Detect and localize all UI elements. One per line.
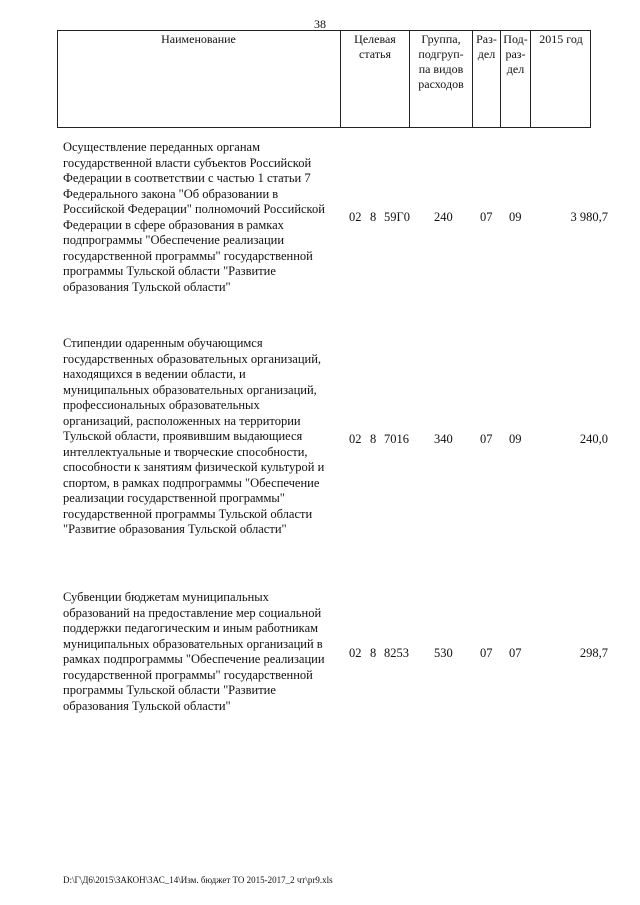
target-code-direction: 59Г0 [384,210,410,224]
target-code-direction: 7016 [384,432,409,446]
header-expense-group: Группа, подгруп- па видов расходов [418,32,464,91]
header-target-article: Целевая статья [354,32,396,61]
target-code-program: 02 [349,646,362,660]
amount: 3 980,7 [570,210,608,224]
subsection-code: 09 [509,210,522,224]
target-code-program: 02 [349,210,362,224]
section-code: 07 [480,432,493,446]
subsection-code: 07 [509,646,522,660]
section-code: 07 [480,646,493,660]
expense-group: 340 [434,432,453,446]
header-subsection: Под- раз- дел [503,32,528,76]
target-code-program: 02 [349,432,362,446]
row-name: Стипендии одаренным обучающимся государственных образовательных организаций, находящихся в ведении области, и муниципальных образовательных организаций, профессиональных образовательных организаций, расположенных на территории Тульской области, проявившим выдающиеся интеллектуальные и творческие способности, способности к занятиям физической культурой и спортом, в рамках подпрограммы "Обеспечение реализации государственной программы" государственной программы Тульской области "Развитие образования Тульской области" [63,336,325,536]
amount: 240,0 [579,432,608,446]
header-section: Раз- дел [476,32,497,61]
file-path-footer: D:\Г\Д6\2015\ЗАКОН\ЗАС_14\Изм. бюджет ТО 2015-2017_2 чт\pr9.xls [63,875,333,885]
amount: 298,7 [579,646,608,660]
row-name: Осуществление переданных органам государственной власти субъектов Российской Федерации в соответствии с частью 1 статьи 7 Федерального закона "Об образовании в Российской Федерации" полномочий Российской Федерации в сфере образования в рамках подпрограммы "Обеспечение реализации государственной программы" государственной программы Тульской области "Развитие образования Тульской области" [63,140,325,294]
target-code-subprogram: 8 [370,210,377,224]
section-code: 07 [480,210,493,224]
page-number: 38 [314,17,326,31]
target-code-direction: 8253 [384,646,409,660]
header-year: 2015 год [539,32,583,46]
expense-group: 530 [434,646,453,660]
header-name: Наименование [161,32,236,46]
row-name: Субвенции бюджетам муниципальных образований на предоставление мер социальной поддержки педагогическим и иным работникам муниципальных образовательных организаций в рамках подпрограммы "Обеспечение реализации государственной программы" государственной программы Тульской области "Развитие образования Тульской области" [63,590,325,713]
subsection-code: 09 [509,432,522,446]
target-code-subprogram: 8 [370,432,377,446]
expense-group: 240 [434,210,453,224]
target-code-subprogram: 8 [370,646,377,660]
